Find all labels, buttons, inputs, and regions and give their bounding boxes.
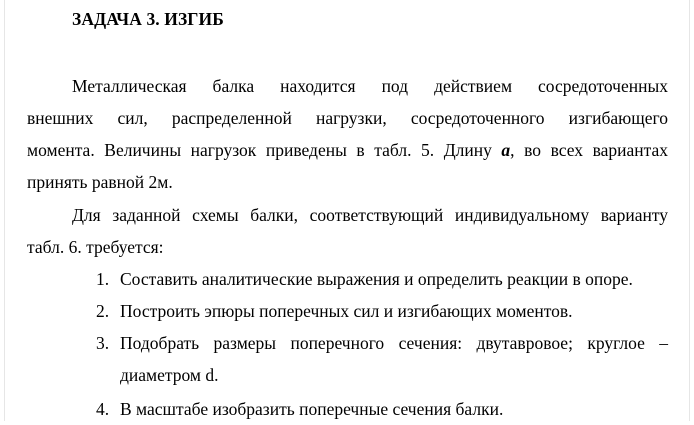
list-item [96, 327, 668, 391]
intro-line-2: внешних сил, распределенной нагрузки, сосредоточенного изгибающего [27, 108, 668, 128]
task-list [96, 263, 668, 425]
intro-line-1: Металлическая балка находится под действием сосредоточенных [72, 76, 668, 96]
list-item-number: 1. [96, 269, 110, 289]
intro-paragraph [27, 70, 668, 198]
list-item-text: Составить аналитические выражения и определить реакции в опоре. [120, 269, 633, 289]
list-item [96, 393, 668, 425]
intro-line-3-start: момента. Величины нагрузок приведены в табл. 5. Длину [27, 140, 502, 160]
list-item-text: Подобрать размеры поперечного сечения: двутавровое; круглое – [120, 333, 668, 353]
length-variable: a [501, 140, 511, 160]
intro-line-3 [27, 134, 668, 166]
list-item-number: 2. [96, 301, 110, 321]
list-item-text: Построить эпюры поперечных сил и изгибающих моментов. [120, 301, 573, 321]
page-left-edge [4, 0, 5, 421]
requirements-line-2: табл. 6. требуется: [27, 237, 164, 257]
list-item-number: 3. [96, 333, 110, 353]
requirements-paragraph [27, 199, 668, 263]
list-item [96, 295, 668, 327]
list-item [96, 263, 668, 295]
task-heading: ЗАДАЧА 3. ИЗГИБ [72, 9, 224, 29]
intro-line-4: принять равной 2м. [27, 172, 173, 192]
intro-line-3-end: , во всех вариантах [510, 140, 668, 160]
list-item-number: 4. [96, 399, 110, 419]
page-right-edge [689, 0, 690, 421]
requirements-line-1: Для заданной схемы балки, соответствующий индивидуальному варианту [72, 205, 668, 225]
list-item-text-continued: диаметром d. [120, 365, 219, 385]
list-item-text: В масштабе изобразить поперечные сечения балки. [120, 399, 504, 419]
